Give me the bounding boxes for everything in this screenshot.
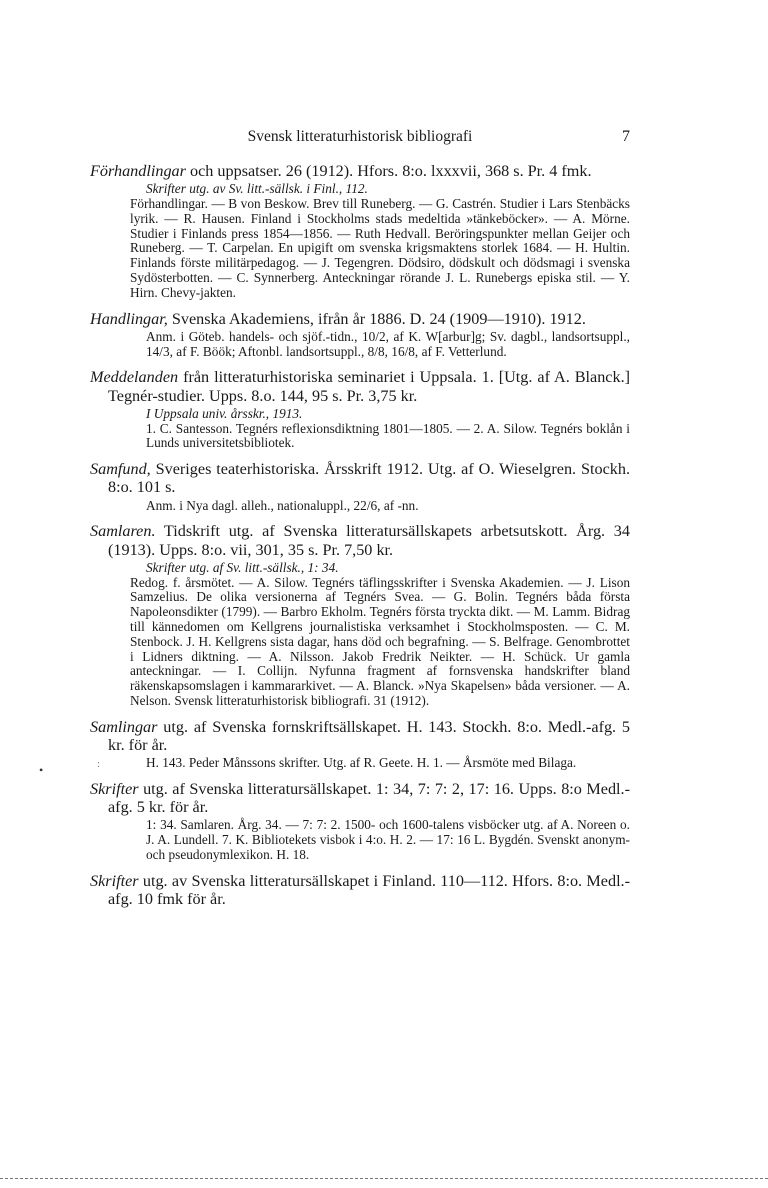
entry-title: Förhandlingar (90, 162, 186, 180)
entry-main-line (90, 522, 630, 558)
bibliography-entry (90, 460, 630, 513)
page-bottom-edge (0, 1178, 768, 1179)
entry-annotation (90, 756, 630, 771)
entry-title: Samfund, (90, 460, 151, 479)
entry-main-line (90, 780, 630, 816)
page-header (90, 128, 630, 150)
entry-main-line (90, 460, 630, 496)
margin-colon-mark: : (97, 758, 101, 770)
entry-main-line (90, 368, 630, 404)
entry-description: utg. av Svenska litteratursällskapet i Finland. 110—112. Hfors. 8:o. Medl.-afg. 10 fmk för år. (108, 871, 630, 908)
entry-main-line (90, 162, 630, 180)
entry-main-line (90, 872, 630, 908)
entry-contents: 1. C. Santesson. Tegnérs reflexionsdiktning 1801—1805. — 2. A. Silow. Tegnérs boklån i Lunds universitetsbibliotek. (146, 420, 630, 451)
entry-contents: H. 143. Peder Månssons skrifter. Utg. af R. Geete. H. 1. — Årsmöte med Bilaga. (146, 755, 577, 771)
bibliography-entry (90, 718, 630, 771)
bibliography-entry (90, 780, 630, 863)
entry-annotation (90, 561, 630, 709)
bibliography-entry (90, 310, 630, 360)
entry-title: Meddelanden (90, 368, 179, 387)
entry-description: från litteraturhistoriska seminariet i Uppsala. 1. [Utg. af A. Blanck.] Tegnér-studier. Upps. 8.o. 144, 95 s. Pr. 3,75 kr. (108, 368, 630, 405)
running-title: Svensk litteraturhistorisk bibliografi (247, 128, 473, 145)
bibliography-entries (90, 162, 630, 917)
entry-description: utg. af Svenska litteratursällskapet. 1: 34, 7: 7: 2, 17: 16. Upps. 8:o Medl.-afg. 5 kr. för år. (108, 779, 630, 817)
entry-series: Skrifter utg. av Sv. litt.-sällsk. i Finl., 112. (146, 181, 368, 197)
entry-main-line (90, 718, 630, 754)
entry-description: utg. af Svenska fornskriftsällskapet. H. 143. Stockh. 8:o. Medl.-afg. 5 kr. för år. (108, 717, 630, 754)
margin-dot-mark: • (39, 763, 44, 777)
entry-title: Handlingar, (90, 309, 168, 328)
entry-annotation (90, 818, 630, 862)
entry-contents: Förhandlingar. — B von Beskow. Brev till Runeberg. — G. Castrén. Studier i Lars Stenbäcks lyrik. — R. Hausen. Finland i Stockholms stads medeltida »tänkeböcker». — A. Mörne. Studier i Finlands press 1854—1856. — Ruth Hedvall. Beröringspunkter mellan Geijer och Runeberg. — T. Carpelan. En upigift om svenska krigsmaktens storlek 1684. — H. Hultin. Finlands förste militärpedagog. — J. Tegengren. Dödsiro, dödskult och dödsmagi i svenska Sydösterbotten. — C. Synnerberg. Anteckningar rörande J. L. Runebergs episka stil. — Y. Hirn. Chevy-jakten. (130, 196, 630, 300)
entry-description: Sveriges teaterhistoriska. Årsskrift 1912. Utg. af O. Wieselgren. Stockh. 8:o. 101 s. (108, 460, 631, 497)
bibliography-entry (90, 522, 630, 708)
entry-contents: Redog. f. årsmötet. — A. Silow. Tegnérs täflingsskrifter i Svenska Akademien. — J. Lison Samzelius. De olika versionerna af Tegnérs Svea. — G. Bolin. Tegnérs båda första Napoleonsdikter (1799). — Barbro Ekholm. Tegnérs första tryckta dikt. — M. Lamm. Bidrag till kännedomen om Kellgrens journalistiska verksamhet i Stockholmsposten. — C. M. Stenbock. J. H. Kellgrens sista dagar, hans död och begrafning. — S. Belfrage. Genombrottet i Lidners diktning. — A. Nilsson. Jakob Fredrik Neikter. — H. Schück. Ur gamla anteckningar. — I. Collijn. Nyfunna fragment af fornsvenska handskrifter bland räkenskapsomslagen i kammararkivet. — A. Blanck. »Nya Skapelsen» båda versioner. — A. Nelson. Svensk litteraturhistorisk bibliografi. 31 (1912). (130, 574, 630, 708)
entry-annotation (90, 330, 630, 360)
bibliography-entry (90, 162, 630, 301)
bibliography-entry (90, 872, 630, 908)
entry-main-line (90, 310, 630, 328)
bibliography-entry (90, 368, 630, 451)
entry-annotation (90, 499, 630, 514)
entry-annotation (90, 407, 630, 451)
entry-series: Skrifter utg. af Sv. litt.-sällsk., 1: 34. (146, 559, 339, 575)
entry-description: Svenska Akademiens, ifrån år 1886. D. 24 (1909—1910). 1912. (171, 309, 586, 328)
entry-contents: 1: 34. Samlaren. Årg. 34. — 7: 7: 2. 1500- och 1600-talens visböcker utg. af A. Noreen o. J. A. Lundell. 7. K. Bibliotekets visbok i 4:o. H. 2. — 17: 16 L. Bygdén. Svenskt anonym- och pseudonymlexikon. H. 18. (146, 817, 630, 862)
page-number: 7 (622, 128, 630, 145)
entry-title: Samlingar (90, 717, 158, 736)
entry-series: I Uppsala univ. årsskr., 1913. (146, 405, 303, 421)
entry-title: Skrifter (90, 779, 139, 798)
entry-description: och uppsatser. 26 (1912). Hfors. 8:o. lxxxvii, 368 s. Pr. 4 fmk. (190, 162, 592, 180)
entry-description: Tidskrift utg. af Svenska litteratursällskapets arbetsutskott. Årg. 34 (1913). Upps. 8:o. vii, 301, 35 s. Pr. 7,50 kr. (108, 522, 630, 559)
entry-review: Anm. i Göteb. handels- och sjöf.-tidn., 10/2, af K. W[arbur]g; Sv. dagbl., landsortsuppl., 14/3, af F. Böök; Aftonbl. landsortsuppl., 8/8, 16/8, af F. Vetterlund. (146, 328, 630, 359)
entry-review: Anm. i Nya dagl. alleh., nationaluppl., 22/6, af -nn. (146, 497, 419, 513)
entry-annotation (90, 182, 630, 300)
entry-title: Samlaren. (90, 522, 156, 541)
entry-title: Skrifter (90, 871, 139, 890)
